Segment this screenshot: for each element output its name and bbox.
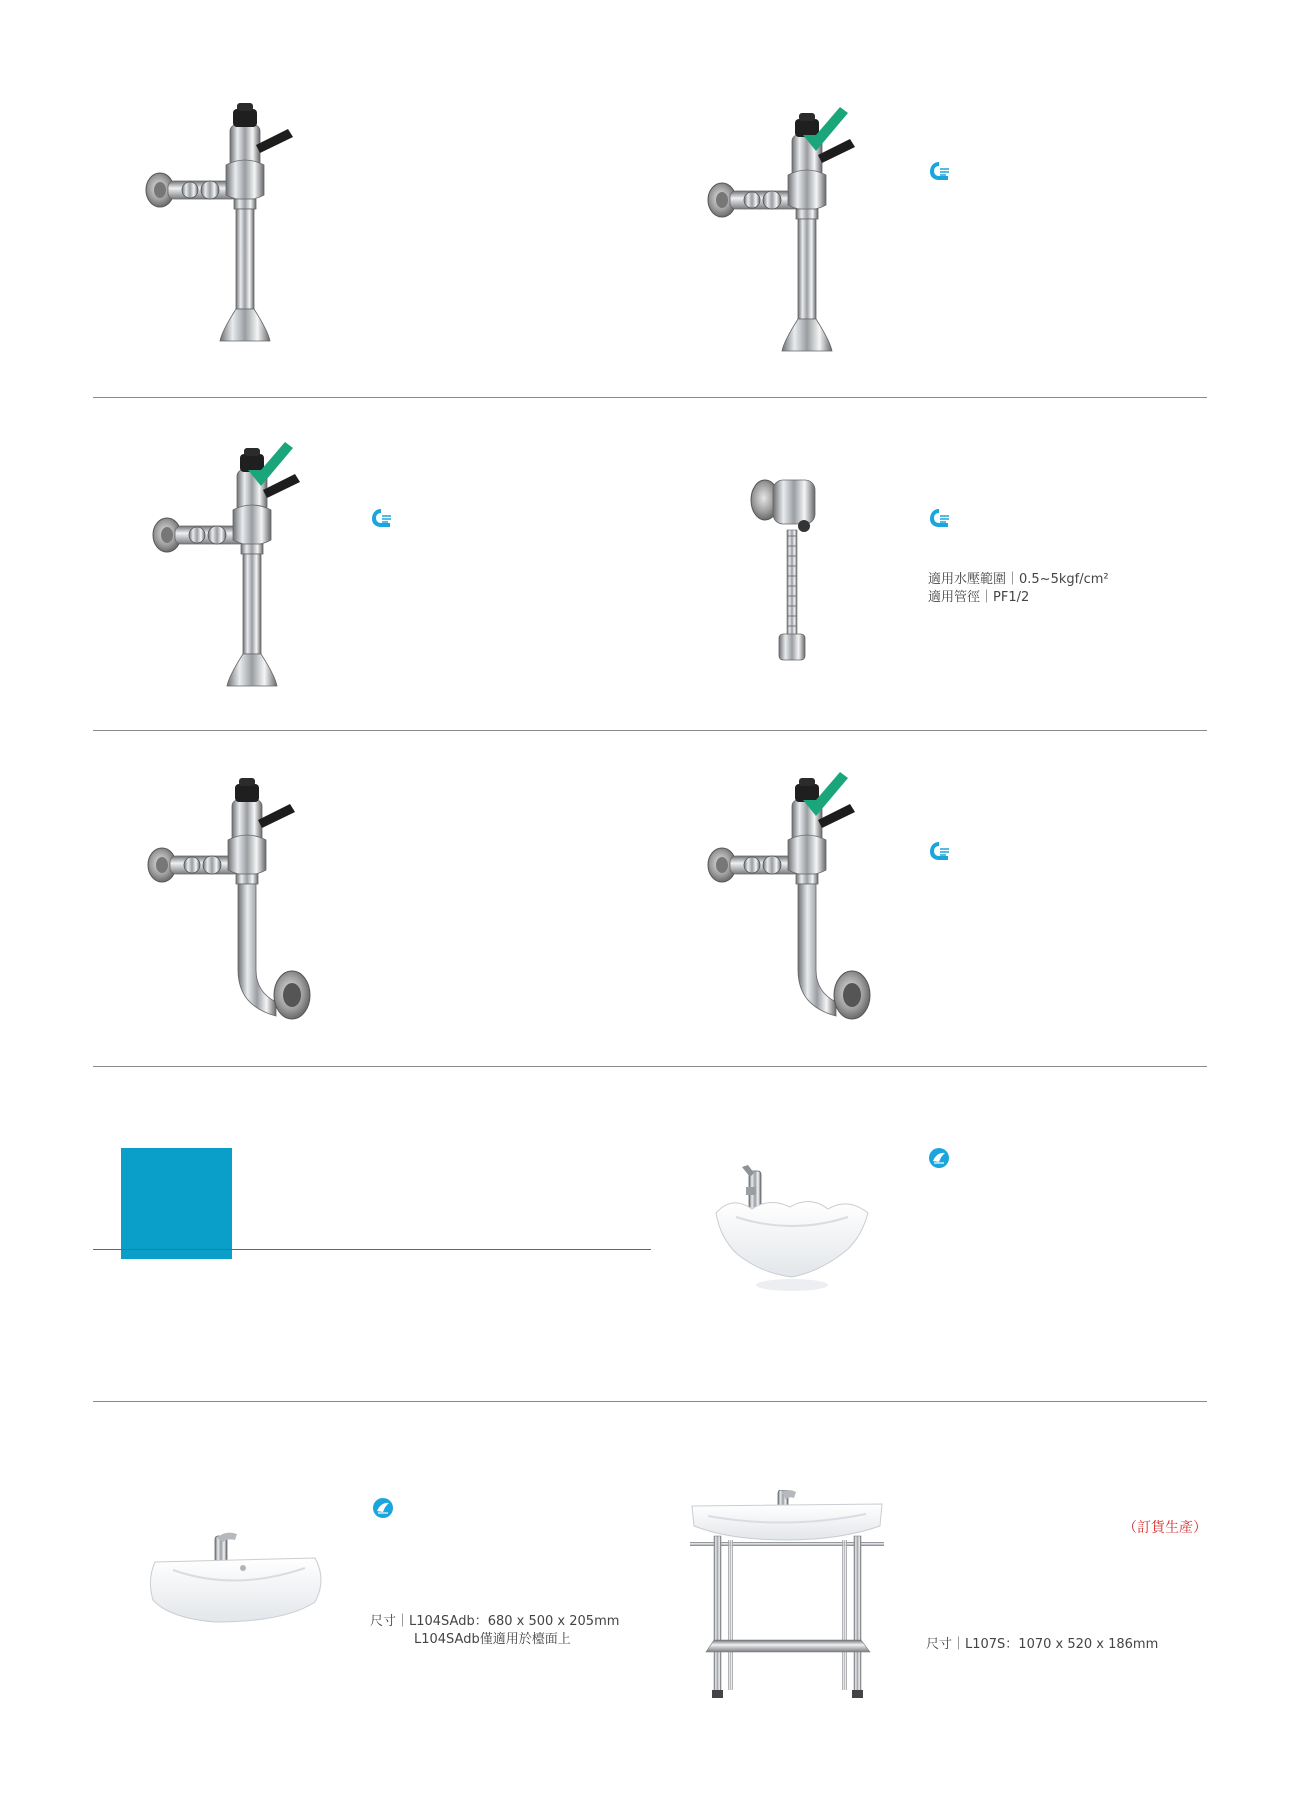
product-image-vessel-basin — [712, 1165, 872, 1295]
spec-basin-note: L104SAdb僅適用於檯面上 — [414, 1632, 571, 1647]
section-underline — [93, 1249, 651, 1250]
spec-basin-dimensions: 尺寸｜L104SAdb：680 x 500 x 205mm — [370, 1614, 620, 1629]
row-divider-3 — [93, 1066, 1207, 1067]
water-saving-icon — [928, 160, 950, 182]
water-saving-icon — [928, 840, 950, 862]
spec-pipe-diameter: 適用管徑｜PF1/2 — [928, 590, 1030, 605]
product-image-basin-steel-stand — [690, 1490, 885, 1710]
product-image-flush-valve-bent-green — [700, 770, 900, 1030]
spec-water-pressure: 適用水壓範圍｜0.5~5kgf/cm² — [928, 572, 1109, 587]
row-divider-4 — [93, 1401, 1207, 1402]
product-image-urinal-flush-valve — [745, 470, 835, 670]
product-image-wall-hung-basin — [145, 1530, 330, 1630]
product-image-flush-valve-black — [138, 95, 328, 345]
row-divider-1 — [93, 397, 1207, 398]
product-image-flush-valve-green-2 — [145, 440, 335, 690]
spec-stand-basin-dimensions: 尺寸｜L107S：1070 x 520 x 186mm — [926, 1637, 1159, 1652]
section-marker-block — [121, 1148, 232, 1259]
eco-label-icon — [372, 1497, 394, 1519]
water-saving-icon — [928, 507, 950, 529]
product-image-flush-valve-bent-black — [140, 770, 340, 1030]
order-production-note: （訂貨生產） — [1123, 1520, 1207, 1536]
row-divider-2 — [93, 730, 1207, 731]
eco-label-icon — [928, 1147, 950, 1169]
water-saving-icon — [370, 507, 392, 529]
product-image-flush-valve-green — [700, 105, 890, 355]
